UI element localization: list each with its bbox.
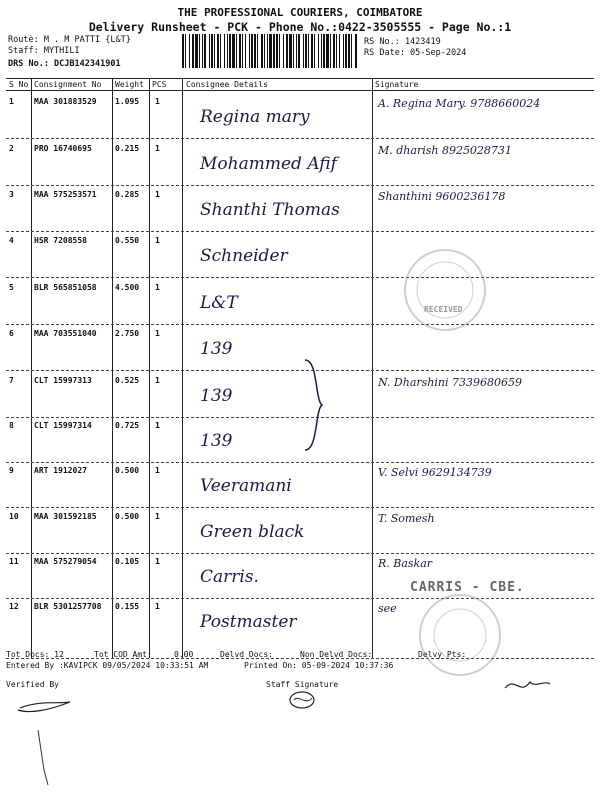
row-consignee: Schneider — [200, 246, 288, 266]
row-consignee: Mohammed Afif — [200, 154, 337, 174]
footer-scribbles — [0, 660, 600, 800]
row-sno: 11 — [9, 557, 19, 566]
entered-by: Entered By :KAVIPCK 09/05/2024 10:33:51 AM — [6, 661, 209, 670]
row-signature: V. Selvi 9629134739 — [378, 466, 492, 479]
row-consignment: BLR 565851058 — [34, 283, 97, 292]
row-weight: 2.750 — [115, 329, 140, 338]
row-pcs: 1 — [155, 144, 160, 153]
tot-cod-amt: Tot COD Amt: — [94, 650, 152, 659]
row-weight: 0.285 — [115, 190, 140, 199]
row-weight: 0.725 — [115, 421, 140, 430]
row-consignment: CLT 15997313 — [34, 376, 92, 385]
row-consignment: ART 1912027 — [34, 466, 87, 475]
row-divider — [6, 138, 594, 139]
row-weight: 0.155 — [115, 602, 140, 611]
printed-on: Printed On: 05-09-2024 10:37:36 — [244, 661, 394, 670]
col-header-consignment: Consignment No — [34, 80, 102, 89]
cod-amount: 0.00 — [174, 650, 194, 659]
row-sno: 8 — [9, 421, 14, 430]
row-pcs: 1 — [155, 466, 160, 475]
row-pcs: 1 — [155, 376, 160, 385]
row-divider — [6, 553, 594, 554]
row-weight: 1.095 — [115, 97, 140, 106]
row-sno: 1 — [9, 97, 14, 106]
non-delvd-docs: Non Delvd Docs: — [300, 650, 373, 659]
col-divider — [182, 78, 183, 658]
row-consignee: 139 — [200, 386, 233, 406]
table-top-rule — [6, 78, 594, 79]
row-signature: see — [378, 602, 397, 615]
row-pcs: 1 — [155, 557, 160, 566]
received-stamp: RECEIVED — [424, 305, 463, 314]
tot-docs: Tot Docs: 12 — [6, 650, 64, 659]
row-weight: 0.525 — [115, 376, 140, 385]
row-weight: 0.550 — [115, 236, 140, 245]
route-label: Routè: M . M PATTI {L&T} — [8, 35, 131, 45]
company-stamp — [400, 245, 490, 335]
verified-by-label: Verified By — [6, 680, 59, 689]
row-sno: 10 — [9, 512, 19, 521]
row-sno: 12 — [9, 602, 19, 611]
company-title: THE PROFESSIONAL COURIERS, COIMBATORE — [177, 6, 423, 19]
row-pcs: 1 — [155, 421, 160, 430]
row-consignment: MAA 301592185 — [34, 512, 97, 521]
row-divider — [6, 462, 594, 463]
row-divider — [6, 277, 594, 278]
row-divider — [6, 185, 594, 186]
row-consignee: Carris. — [200, 567, 259, 587]
row-pcs: 1 — [155, 512, 160, 521]
rs-date: RS Date: 05-Sep-2024 — [364, 48, 467, 58]
col-header-sno: S No — [9, 80, 29, 89]
row-signature: M. dharish 8925028731 — [378, 144, 512, 157]
row-sno: 4 — [9, 236, 14, 245]
row-weight: 0.215 — [115, 144, 140, 153]
row-sno: 5 — [9, 283, 14, 292]
row-signature: N. Dharshini 7339680659 — [378, 376, 522, 389]
row-signature: R. Baskar — [378, 557, 433, 570]
row-consignee: 139 — [200, 339, 233, 359]
row-pcs: 1 — [155, 283, 160, 292]
equipment-stamp — [415, 590, 505, 680]
row-consignment: CLT 15997314 — [34, 421, 92, 430]
row-sno: 3 — [9, 190, 14, 199]
row-sno: 2 — [9, 144, 14, 153]
row-consignment: PRO 16740695 — [34, 144, 92, 153]
col-divider — [112, 78, 113, 658]
row-consignment: MAA 301883529 — [34, 97, 97, 106]
col-header-weight: Weight — [115, 80, 144, 89]
row-consignment: BLR 5301257708 — [34, 602, 102, 611]
row-signature: Shanthini 9600236178 — [378, 190, 506, 203]
row-consignment: MAA 575279054 — [34, 557, 97, 566]
row-signature: T. Somesh — [378, 512, 435, 525]
col-header-signature: Signature — [375, 80, 419, 89]
delvy-pts: Delvy Pts: — [418, 650, 467, 659]
row-weight: 0.105 — [115, 557, 140, 566]
row-consignment: MAA 703551040 — [34, 329, 97, 338]
col-divider — [372, 78, 373, 658]
row-consignee: Regina mary — [200, 107, 310, 127]
row-sno: 7 — [9, 376, 14, 385]
row-weight: 0.500 — [115, 466, 140, 475]
row-divider — [6, 598, 594, 599]
row-divider — [6, 507, 594, 508]
row-consignee: Green black — [200, 522, 305, 542]
row-signature: A. Regina Mary. 9788660024 — [378, 97, 541, 110]
row-consignee: Shanthi Thomas — [200, 200, 340, 220]
row-divider — [6, 231, 594, 232]
row-consignment: MAA 575253571 — [34, 190, 97, 199]
drs-number: DRS No.: DCJB142341901 — [8, 59, 121, 69]
row-pcs: 1 — [155, 602, 160, 611]
row-consignment: HSR 7208558 — [34, 236, 87, 245]
row-consignee: 139 — [200, 431, 233, 451]
runsheet-title: Delivery Runsheet - PCK - Phone No.:0422-3505555 - Page No.:1 — [88, 20, 512, 34]
staff-label: Staff: MYTHILI — [8, 46, 80, 56]
carris-stamp: CARRIS - CBE. — [410, 580, 525, 595]
row-weight: 4.500 — [115, 283, 140, 292]
delvd-docs: Delvd Docs: — [220, 650, 273, 659]
row-divider — [6, 324, 594, 325]
row-consignee: L&T — [200, 293, 238, 313]
col-header-pcs: PCS — [152, 80, 167, 89]
rs-number: RS No.: 1423419 — [364, 37, 441, 47]
col-divider — [149, 78, 150, 658]
row-pcs: 1 — [155, 97, 160, 106]
row-weight: 0.500 — [115, 512, 140, 521]
staff-signature-label: Staff Signature — [266, 680, 339, 689]
row-consignee: Postmaster — [200, 612, 297, 632]
col-divider — [31, 78, 32, 658]
row-pcs: 1 — [155, 236, 160, 245]
row-consignee: Veeramani — [200, 476, 292, 496]
row-sno: 9 — [9, 466, 14, 475]
row-pcs: 1 — [155, 190, 160, 199]
row-pcs: 1 — [155, 329, 160, 338]
row-sno: 6 — [9, 329, 14, 338]
col-header-consignee: Consignee Details — [186, 80, 268, 89]
table-header-rule — [6, 90, 594, 91]
brace — [300, 355, 330, 455]
barcode — [182, 34, 358, 68]
